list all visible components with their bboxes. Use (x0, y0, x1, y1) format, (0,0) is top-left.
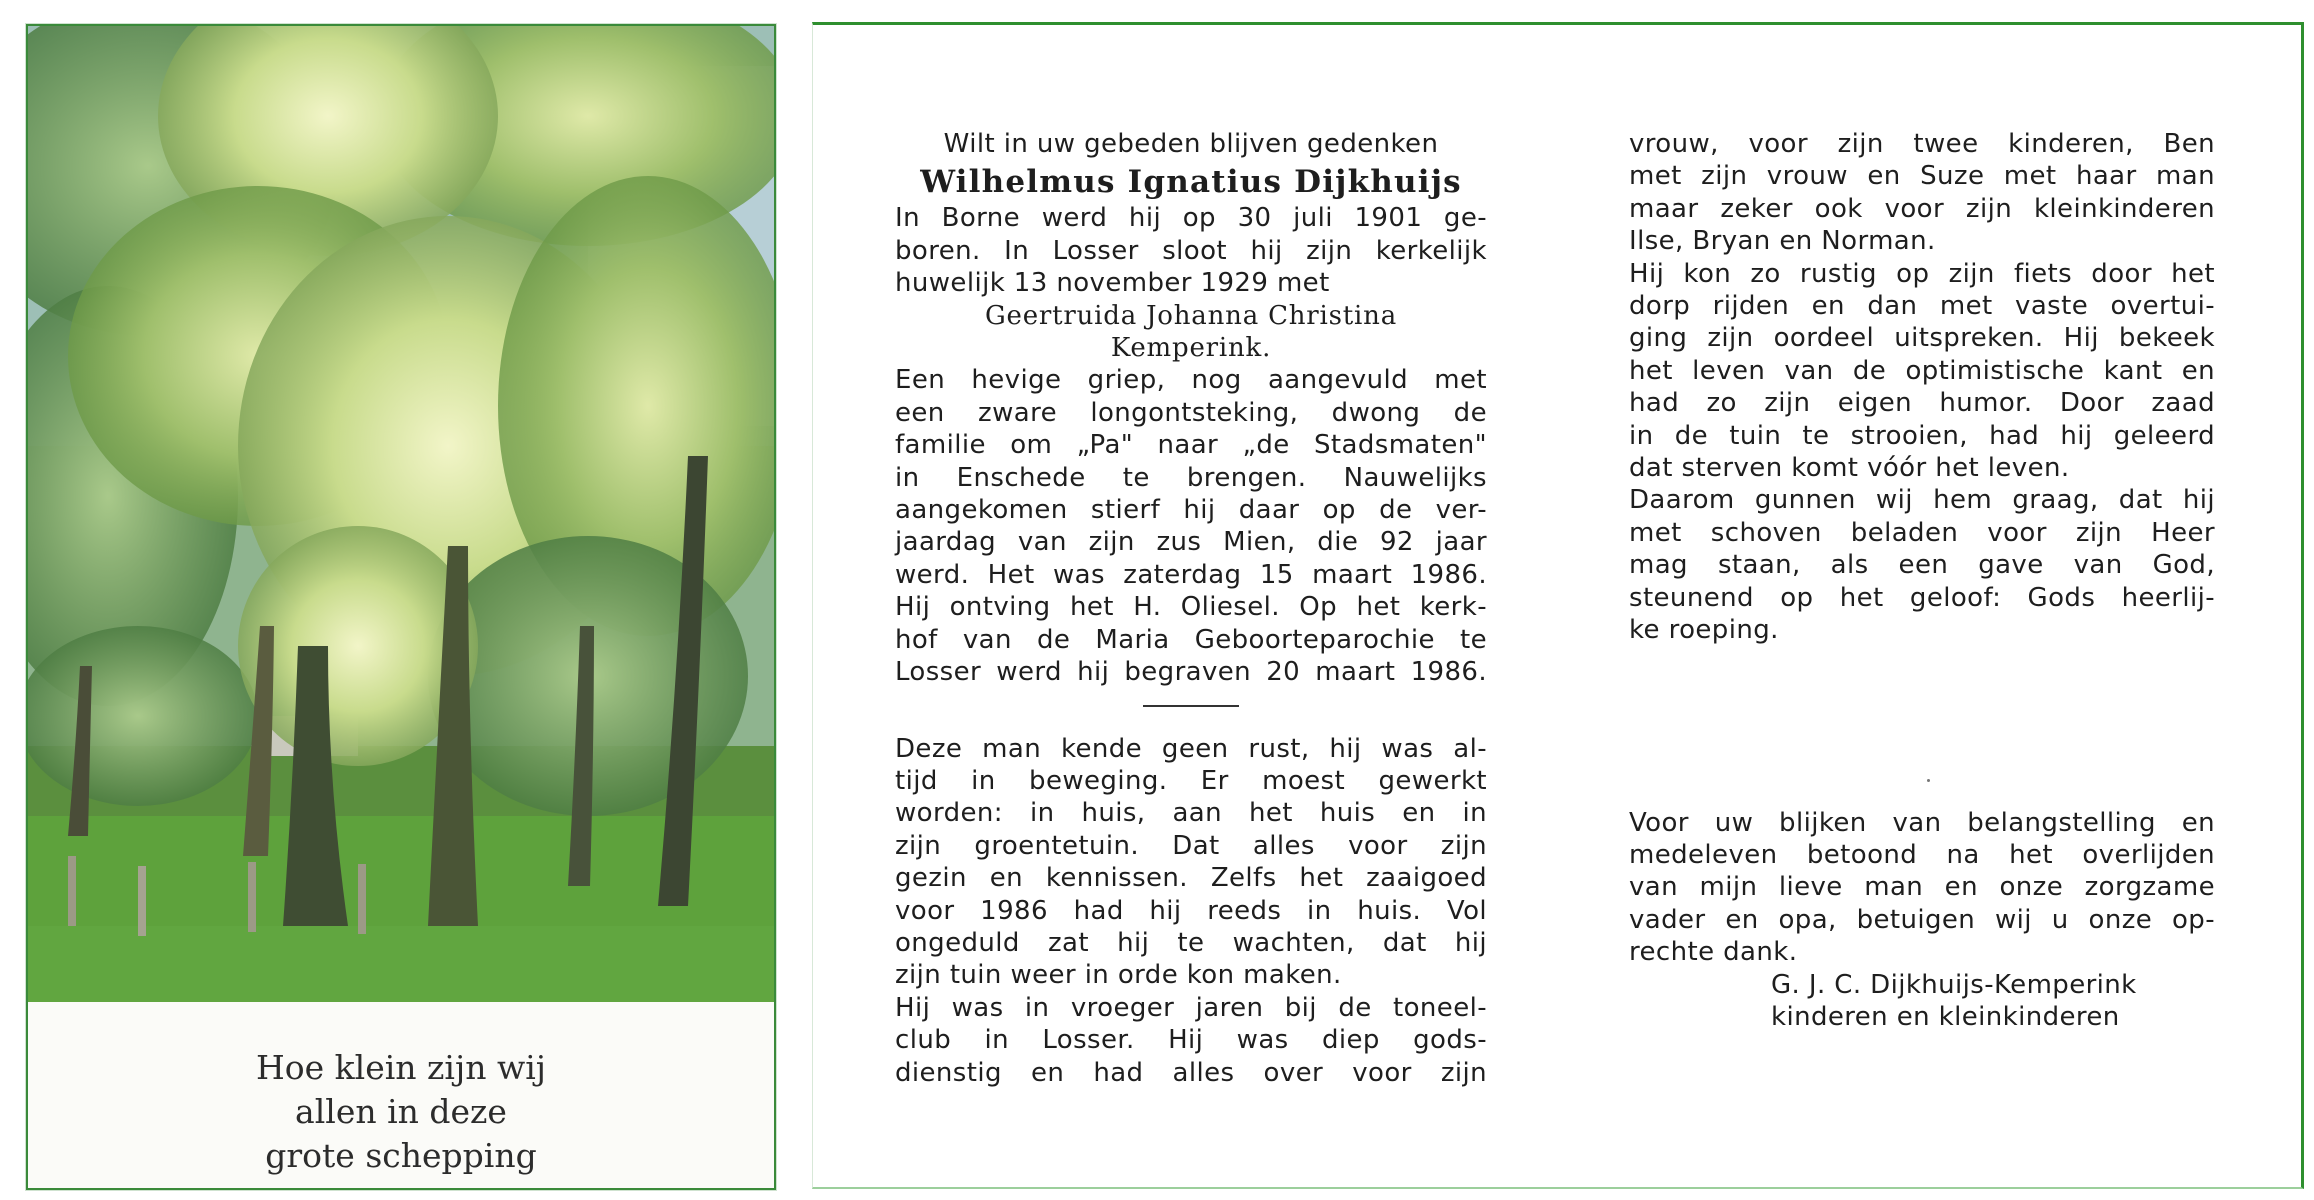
faith-paragraph (1629, 484, 2215, 646)
signature-line: G. J. C. Dijkhuijs-Kemperink (1771, 969, 2137, 1000)
text-line: een zware longontsteking, dwong de (895, 397, 1487, 428)
text-line: in de tuin te strooien, had hij geleerd (1629, 420, 2215, 451)
text-line: dorp rijden en dan met vaste overtui- (1629, 291, 2215, 322)
memorial-card-text (812, 22, 2304, 1189)
text-line: van mijn lieve man en onze zorgzame (1629, 872, 2215, 903)
text-line: had zo zijn eigen humor. Door zaad (1629, 388, 2215, 419)
life-paragraph (895, 733, 1487, 1089)
text-line: gezin en kennissen. Zelfs het zaaigoed (895, 863, 1487, 894)
text-line: zijn tuin weer in orde kon maken. (895, 960, 1342, 991)
text-line: jaardag van zijn zus Mien, die 92 jaar (895, 527, 1487, 558)
text-line: worden: in huis, aan het huis en in (895, 798, 1487, 829)
text-line: het leven van de optimistische kant en (1629, 355, 2215, 386)
landscape-photo (28, 26, 774, 1002)
spacer (1629, 647, 2215, 807)
spouse-name (895, 300, 1487, 365)
birth-marriage-paragraph (895, 202, 1487, 299)
caption-line: allen in deze (295, 1092, 507, 1131)
death-paragraph (895, 364, 1487, 688)
spouse-line: Geertruida Johanna Christina (984, 300, 1398, 331)
text-line: Voor uw blijken van belangstelling en (1629, 807, 2215, 838)
thanks-paragraph (1629, 807, 2215, 969)
text-line: Daarom gunnen wij hem graag, dat hij (1629, 485, 2215, 516)
intro-line: Wilt in uw gebeden blijven gedenken (943, 129, 1439, 159)
text-line: steunend op het geloof: Gods heerlij- (1629, 582, 2215, 613)
text-line: tijd in beweging. Er moest gewerkt (895, 765, 1487, 796)
text-line: ke roeping. (1629, 615, 1779, 646)
text-line: Deze man kende geen rust, hij was al- (895, 733, 1487, 764)
text-line: werd. Het was zaterdag 15 maart 1986. (895, 559, 1487, 590)
deceased-name: Wilhelmus Ignatius Dijkhuijs (920, 164, 1462, 201)
text-column-right (1629, 128, 2215, 1033)
text-line: met schoven beladen voor zijn Heer (1629, 517, 2215, 548)
text-line: rechte dank. (1629, 937, 1798, 968)
memorial-card-front (26, 24, 776, 1190)
text-line: dienstig en had alles over voor zijn (895, 1057, 1487, 1088)
text-line: vader en opa, betuigen wij u onze op- (1629, 904, 2215, 935)
text-line: club in Losser. Hij was diep gods- (895, 1025, 1487, 1056)
text-line: aangekomen stierf hij daar op de ver- (895, 495, 1487, 526)
card-caption (28, 1046, 774, 1178)
text-line: dat sterven komt vóór het leven. (1629, 453, 2070, 484)
text-line: vrouw, voor zijn twee kinderen, Ben (1629, 129, 2215, 159)
trees-meadow-illustration (28, 26, 774, 1002)
caption-line: Hoe klein zijn wij (256, 1048, 546, 1087)
text-line: Losser werd hij begraven 20 maart 1986. (895, 657, 1487, 688)
text-line: medeleven betoond na het overlijden (1629, 839, 2215, 870)
text-line: Hij was in vroeger jaren bij de toneel- (895, 992, 1487, 1023)
text-line: ongeduld zat hij te wachten, dat hij (895, 927, 1487, 958)
text-line: In Borne werd hij op 30 juli 1901 ge- (895, 203, 1487, 234)
caption-line: grote schepping (265, 1136, 537, 1175)
text-line: in Enschede te brengen. Nauwelijks (895, 462, 1487, 493)
text-line: voor 1986 had hij reeds in huis. Vol (895, 895, 1487, 926)
text-line: Hij kon zo rustig op zijn fiets door het (1629, 258, 2215, 289)
text-line: boren. In Losser sloot hij zijn kerkelijk (895, 235, 1487, 266)
text-line: familie om „Pa" naar „de Stadsmaten" (895, 430, 1487, 461)
text-line: hof van de Maria Geboorteparochie te (895, 624, 1487, 655)
signature-line: kinderen en kleinkinderen (1771, 1001, 2120, 1032)
section-divider (1143, 705, 1239, 707)
text-line: Hij ontving het H. Oliesel. Op het kerk- (895, 592, 1487, 623)
text-line: mag staan, als een gave van God, (1629, 550, 2215, 581)
text-line: ging zijn oordeel uitspreken. Hij bekeek (1629, 323, 2215, 354)
text-line: Ilse, Bryan en Norman. (1629, 226, 1936, 257)
text-line: zijn groentetuin. Dat alles voor zijn (895, 830, 1487, 861)
text-line: Een hevige griep, nog aangevuld met (895, 365, 1487, 396)
text-line: met zijn vrouw en Suze met haar man (1629, 161, 2215, 192)
print-speck (1927, 779, 1930, 782)
text-column-left (895, 128, 1487, 1089)
spouse-line: Kemperink. (1110, 333, 1272, 364)
family-paragraph (1629, 128, 2215, 258)
signature-block (1629, 969, 2215, 1034)
text-line: huwelijk 13 november 1929 met (895, 268, 1330, 299)
text-line: maar zeker ook voor zijn kleinkinderen (1629, 193, 2215, 224)
character-paragraph (1629, 258, 2215, 485)
